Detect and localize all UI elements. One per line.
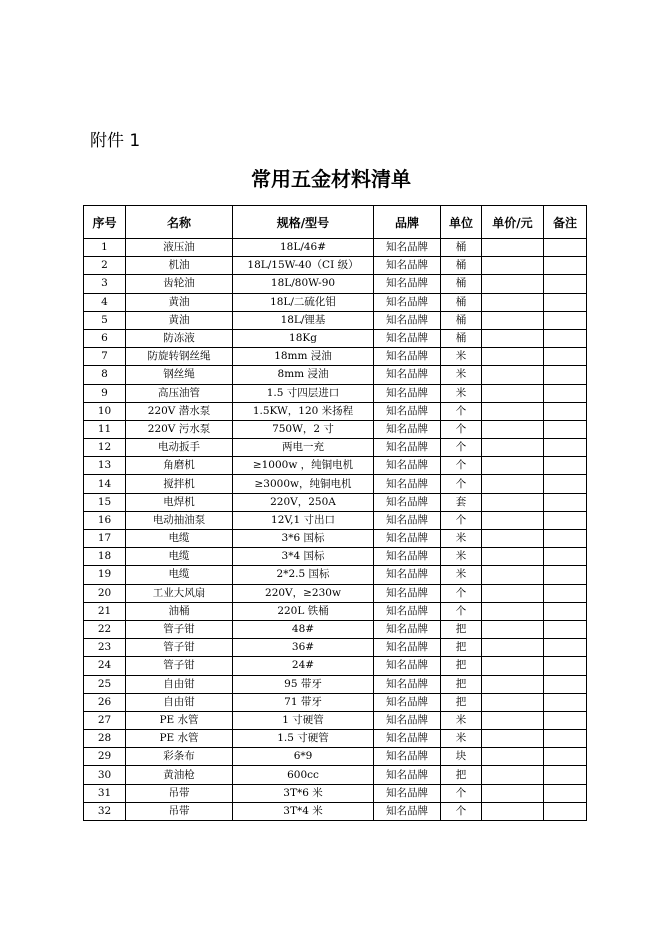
cell-name: 工业大风扇: [126, 584, 233, 602]
table-row: [84, 730, 587, 748]
cell-price: [482, 639, 544, 657]
cell-remark: [544, 530, 587, 548]
cell-unit: 米: [441, 711, 482, 729]
cell-brand: 知名品牌: [374, 384, 441, 402]
cell-remark: [544, 329, 587, 347]
cell-name: 钢丝绳: [126, 366, 233, 384]
cell-name: 吊带: [126, 802, 233, 820]
cell-price: [482, 239, 544, 257]
cell-price: [482, 566, 544, 584]
cell-name: 220V 潜水泵: [126, 402, 233, 420]
table-row: [84, 257, 587, 275]
cell-name: 电动扳手: [126, 439, 233, 457]
table-row: [84, 639, 587, 657]
cell-spec: 95 带牙: [233, 675, 374, 693]
cell-unit: 个: [441, 584, 482, 602]
cell-remark: [544, 311, 587, 329]
table-row: [84, 657, 587, 675]
cell-brand: 知名品牌: [374, 730, 441, 748]
cell-spec: 18L/15W-40（CI 级）: [233, 257, 374, 275]
cell-no: 27: [84, 711, 126, 729]
cell-spec: 18mm 浸油: [233, 348, 374, 366]
cell-name: 高压油管: [126, 384, 233, 402]
cell-spec: 2*2.5 国标: [233, 566, 374, 584]
cell-unit: 米: [441, 366, 482, 384]
cell-brand: 知名品牌: [374, 784, 441, 802]
cell-unit: 桶: [441, 329, 482, 347]
cell-no: 1: [84, 239, 126, 257]
cell-unit: 桶: [441, 257, 482, 275]
cell-price: [482, 402, 544, 420]
cell-brand: 知名品牌: [374, 639, 441, 657]
cell-spec: 220V，≥230w: [233, 584, 374, 602]
table-header-row: [84, 206, 587, 239]
cell-remark: [544, 257, 587, 275]
table-row: [84, 711, 587, 729]
cell-spec: ≥3000w，纯铜电机: [233, 475, 374, 493]
cell-no: 5: [84, 311, 126, 329]
cell-unit: 桶: [441, 275, 482, 293]
cell-price: [482, 275, 544, 293]
cell-spec: 6*9: [233, 748, 374, 766]
cell-remark: [544, 584, 587, 602]
cell-no: 31: [84, 784, 126, 802]
cell-remark: [544, 457, 587, 475]
table-row: [84, 584, 587, 602]
cell-name: 自由钳: [126, 693, 233, 711]
cell-name: 角磨机: [126, 457, 233, 475]
cell-spec: 18L/46#: [233, 239, 374, 257]
cell-no: 23: [84, 639, 126, 657]
cell-spec: 220L 铁桶: [233, 602, 374, 620]
cell-unit: 个: [441, 602, 482, 620]
cell-price: [482, 366, 544, 384]
cell-no: 20: [84, 584, 126, 602]
cell-remark: [544, 366, 587, 384]
cell-brand: 知名品牌: [374, 711, 441, 729]
cell-name: 齿轮油: [126, 275, 233, 293]
cell-unit: 套: [441, 493, 482, 511]
cell-no: 25: [84, 675, 126, 693]
cell-spec: 18L/80W-90: [233, 275, 374, 293]
cell-price: [482, 602, 544, 620]
table-row: [84, 493, 587, 511]
cell-name: 液压油: [126, 239, 233, 257]
cell-no: 15: [84, 493, 126, 511]
cell-spec: 36#: [233, 639, 374, 657]
cell-spec: 12V,1 寸出口: [233, 511, 374, 529]
cell-price: [482, 384, 544, 402]
cell-name: 管子钳: [126, 620, 233, 638]
cell-unit: 把: [441, 639, 482, 657]
cell-spec: 1.5 寸硬管: [233, 730, 374, 748]
cell-brand: 知名品牌: [374, 566, 441, 584]
table-row: [84, 311, 587, 329]
table-row: [84, 402, 587, 420]
cell-brand: 知名品牌: [374, 348, 441, 366]
cell-remark: [544, 384, 587, 402]
header-spec: 规格/型号: [233, 206, 374, 239]
cell-remark: [544, 766, 587, 784]
cell-spec: ≥1000w ，纯铜电机: [233, 457, 374, 475]
cell-brand: 知名品牌: [374, 329, 441, 347]
header-unit: 单位: [441, 206, 482, 239]
header-price: 单价/元: [482, 206, 544, 239]
cell-price: [482, 457, 544, 475]
cell-price: [482, 784, 544, 802]
cell-brand: 知名品牌: [374, 766, 441, 784]
cell-name: 彩条布: [126, 748, 233, 766]
cell-no: 19: [84, 566, 126, 584]
cell-brand: 知名品牌: [374, 584, 441, 602]
cell-remark: [544, 657, 587, 675]
cell-name: 电缆: [126, 530, 233, 548]
cell-no: 10: [84, 402, 126, 420]
cell-name: 防旋转钢丝绳: [126, 348, 233, 366]
cell-remark: [544, 693, 587, 711]
cell-no: 9: [84, 384, 126, 402]
cell-brand: 知名品牌: [374, 275, 441, 293]
table-row: [84, 329, 587, 347]
cell-unit: 桶: [441, 311, 482, 329]
cell-name: 搅拌机: [126, 475, 233, 493]
table-row: [84, 275, 587, 293]
cell-price: [482, 620, 544, 638]
header-no: 序号: [84, 206, 126, 239]
cell-no: 14: [84, 475, 126, 493]
cell-no: 4: [84, 293, 126, 311]
cell-unit: 米: [441, 730, 482, 748]
materials-table: [83, 205, 587, 821]
cell-spec: 220V，250A: [233, 493, 374, 511]
cell-unit: 个: [441, 402, 482, 420]
cell-brand: 知名品牌: [374, 439, 441, 457]
cell-spec: 750W，2 寸: [233, 420, 374, 438]
cell-unit: 个: [441, 439, 482, 457]
cell-brand: 知名品牌: [374, 311, 441, 329]
cell-remark: [544, 602, 587, 620]
cell-brand: 知名品牌: [374, 802, 441, 820]
cell-price: [482, 730, 544, 748]
cell-spec: 1.5KW，120 米扬程: [233, 402, 374, 420]
cell-unit: 米: [441, 384, 482, 402]
cell-name: 黄油: [126, 311, 233, 329]
cell-price: [482, 311, 544, 329]
cell-unit: 把: [441, 693, 482, 711]
cell-no: 6: [84, 329, 126, 347]
cell-name: 自由钳: [126, 675, 233, 693]
cell-price: [482, 766, 544, 784]
table-row: [84, 366, 587, 384]
cell-no: 8: [84, 366, 126, 384]
cell-brand: 知名品牌: [374, 402, 441, 420]
cell-spec: 18L/二硫化钼: [233, 293, 374, 311]
cell-remark: [544, 275, 587, 293]
table-row: [84, 530, 587, 548]
cell-spec: 71 带牙: [233, 693, 374, 711]
page-title: 常用五金材料清单: [251, 167, 411, 191]
cell-price: [482, 748, 544, 766]
cell-brand: 知名品牌: [374, 257, 441, 275]
cell-unit: 把: [441, 657, 482, 675]
cell-name: 管子钳: [126, 657, 233, 675]
cell-brand: 知名品牌: [374, 748, 441, 766]
table-row: [84, 457, 587, 475]
table-row: [84, 784, 587, 802]
cell-spec: 48#: [233, 620, 374, 638]
cell-spec: 8mm 浸油: [233, 366, 374, 384]
cell-unit: 个: [441, 802, 482, 820]
cell-no: 18: [84, 548, 126, 566]
cell-price: [482, 693, 544, 711]
cell-no: 22: [84, 620, 126, 638]
cell-price: [482, 348, 544, 366]
cell-remark: [544, 730, 587, 748]
cell-remark: [544, 348, 587, 366]
cell-remark: [544, 639, 587, 657]
cell-remark: [544, 802, 587, 820]
cell-name: 吊带: [126, 784, 233, 802]
cell-name: 220V 污水泵: [126, 420, 233, 438]
cell-no: 26: [84, 693, 126, 711]
cell-unit: 个: [441, 511, 482, 529]
cell-no: 32: [84, 802, 126, 820]
cell-brand: 知名品牌: [374, 548, 441, 566]
cell-price: [482, 257, 544, 275]
cell-name: 油桶: [126, 602, 233, 620]
cell-name: 防冻液: [126, 329, 233, 347]
cell-remark: [544, 402, 587, 420]
cell-unit: 米: [441, 566, 482, 584]
cell-price: [482, 511, 544, 529]
cell-spec: 24#: [233, 657, 374, 675]
cell-remark: [544, 711, 587, 729]
table-row: [84, 566, 587, 584]
cell-brand: 知名品牌: [374, 530, 441, 548]
cell-no: 30: [84, 766, 126, 784]
table-row: [84, 439, 587, 457]
header-remark: 备注: [544, 206, 587, 239]
cell-brand: 知名品牌: [374, 620, 441, 638]
table-row: [84, 602, 587, 620]
table-row: [84, 293, 587, 311]
cell-name: PE 水管: [126, 730, 233, 748]
cell-price: [482, 675, 544, 693]
cell-brand: 知名品牌: [374, 420, 441, 438]
cell-spec: 18Kg: [233, 329, 374, 347]
cell-unit: 个: [441, 457, 482, 475]
cell-spec: 3T*6 米: [233, 784, 374, 802]
cell-spec: 1 寸硬管: [233, 711, 374, 729]
cell-unit: 米: [441, 548, 482, 566]
cell-price: [482, 548, 544, 566]
cell-no: 3: [84, 275, 126, 293]
cell-remark: [544, 420, 587, 438]
cell-price: [482, 530, 544, 548]
cell-remark: [544, 620, 587, 638]
table-row: [84, 475, 587, 493]
cell-brand: 知名品牌: [374, 475, 441, 493]
cell-remark: [544, 748, 587, 766]
cell-no: 29: [84, 748, 126, 766]
header-name: 名称: [126, 206, 233, 239]
cell-no: 2: [84, 257, 126, 275]
cell-unit: 把: [441, 675, 482, 693]
cell-price: [482, 493, 544, 511]
cell-no: 12: [84, 439, 126, 457]
cell-spec: 18L/锂基: [233, 311, 374, 329]
attachment-label: 附件 1: [90, 131, 141, 151]
cell-price: [482, 293, 544, 311]
cell-name: 黄油: [126, 293, 233, 311]
table-row: [84, 766, 587, 784]
cell-spec: 3*6 国标: [233, 530, 374, 548]
cell-brand: 知名品牌: [374, 693, 441, 711]
cell-price: [482, 584, 544, 602]
cell-price: [482, 802, 544, 820]
cell-price: [482, 475, 544, 493]
cell-unit: 个: [441, 784, 482, 802]
cell-no: 11: [84, 420, 126, 438]
cell-remark: [544, 548, 587, 566]
table-row: [84, 693, 587, 711]
cell-name: PE 水管: [126, 711, 233, 729]
table-row: [84, 748, 587, 766]
cell-remark: [544, 293, 587, 311]
table-row: [84, 620, 587, 638]
cell-brand: 知名品牌: [374, 657, 441, 675]
table-row: [84, 675, 587, 693]
cell-no: 16: [84, 511, 126, 529]
cell-name: 电焊机: [126, 493, 233, 511]
cell-brand: 知名品牌: [374, 239, 441, 257]
cell-brand: 知名品牌: [374, 511, 441, 529]
cell-remark: [544, 675, 587, 693]
cell-remark: [544, 493, 587, 511]
cell-unit: 把: [441, 620, 482, 638]
cell-price: [482, 439, 544, 457]
cell-name: 电缆: [126, 548, 233, 566]
cell-brand: 知名品牌: [374, 366, 441, 384]
cell-unit: 把: [441, 766, 482, 784]
cell-unit: 个: [441, 420, 482, 438]
cell-brand: 知名品牌: [374, 457, 441, 475]
cell-brand: 知名品牌: [374, 602, 441, 620]
cell-brand: 知名品牌: [374, 675, 441, 693]
table-row: [84, 511, 587, 529]
table-row: [84, 239, 587, 257]
cell-unit: 块: [441, 748, 482, 766]
cell-no: 13: [84, 457, 126, 475]
cell-price: [482, 711, 544, 729]
cell-brand: 知名品牌: [374, 493, 441, 511]
cell-unit: 米: [441, 348, 482, 366]
cell-unit: 米: [441, 530, 482, 548]
cell-no: 28: [84, 730, 126, 748]
cell-spec: 两电一充: [233, 439, 374, 457]
cell-name: 管子钳: [126, 639, 233, 657]
table-row: [84, 548, 587, 566]
cell-unit: 桶: [441, 293, 482, 311]
cell-remark: [544, 475, 587, 493]
cell-unit: 桶: [441, 239, 482, 257]
cell-remark: [544, 239, 587, 257]
cell-spec: 600cc: [233, 766, 374, 784]
table-row: [84, 802, 587, 820]
table-row: [84, 348, 587, 366]
cell-remark: [544, 566, 587, 584]
cell-no: 7: [84, 348, 126, 366]
cell-name: 电动抽油泵: [126, 511, 233, 529]
cell-no: 21: [84, 602, 126, 620]
cell-no: 17: [84, 530, 126, 548]
cell-price: [482, 329, 544, 347]
cell-no: 24: [84, 657, 126, 675]
cell-spec: 3*4 国标: [233, 548, 374, 566]
cell-brand: 知名品牌: [374, 293, 441, 311]
cell-unit: 个: [441, 475, 482, 493]
cell-name: 电缆: [126, 566, 233, 584]
cell-remark: [544, 511, 587, 529]
cell-remark: [544, 784, 587, 802]
cell-price: [482, 657, 544, 675]
cell-spec: 3T*4 米: [233, 802, 374, 820]
cell-name: 黄油枪: [126, 766, 233, 784]
cell-remark: [544, 439, 587, 457]
table-row: [84, 384, 587, 402]
table-row: [84, 420, 587, 438]
cell-spec: 1.5 寸四层进口: [233, 384, 374, 402]
header-brand: 品牌: [374, 206, 441, 239]
cell-price: [482, 420, 544, 438]
cell-name: 机油: [126, 257, 233, 275]
